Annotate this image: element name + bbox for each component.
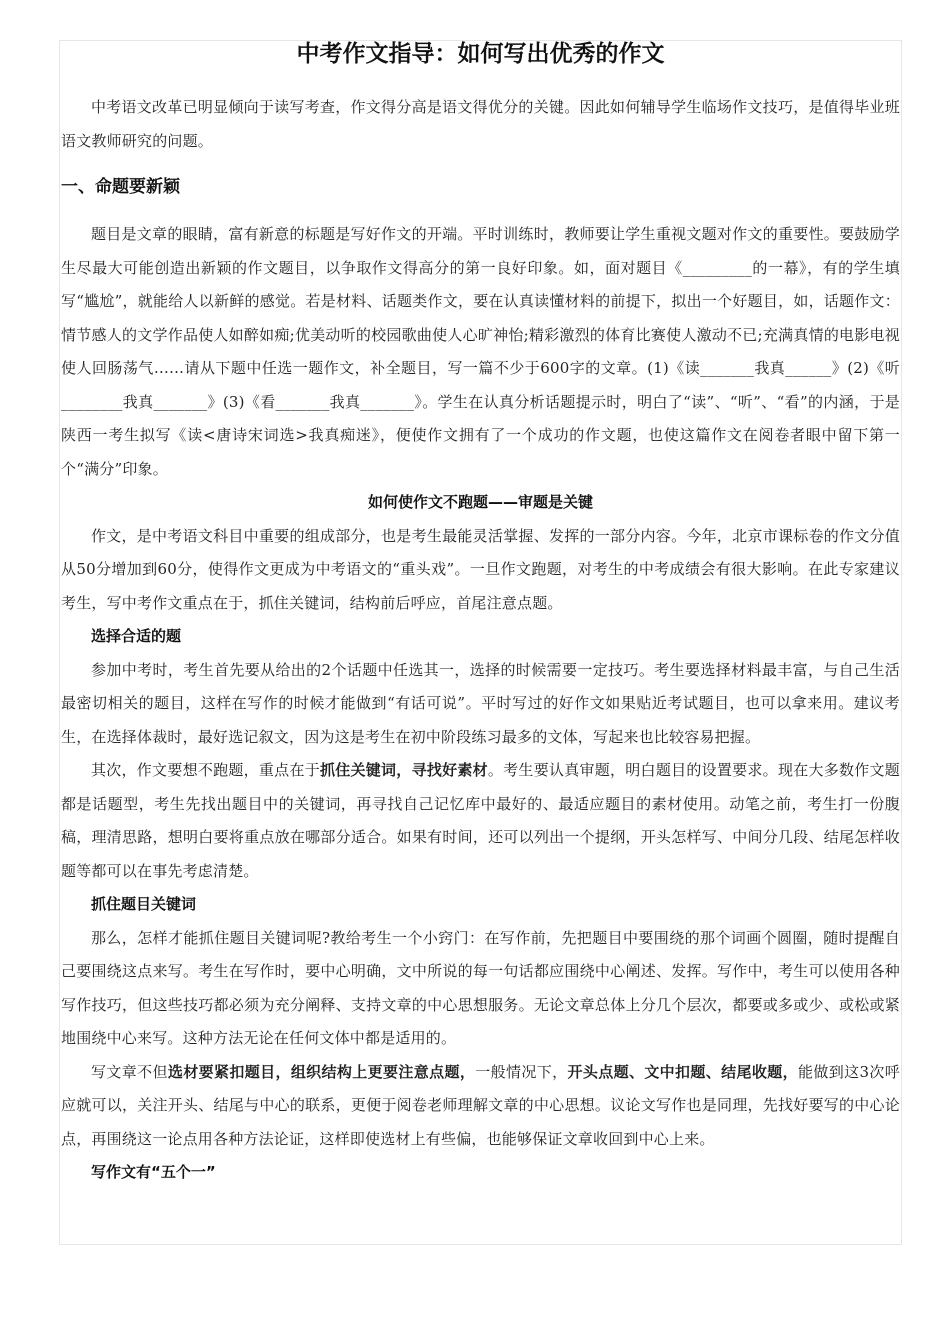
text-run: 。考生要认真审题，明白题目的设置要求。现在大多数作文题都是话题型，考生先找出题目中的关键词，再寻找自己记忆库中最好的、最适应题目的素材使用。动笔之前，考生打一份腹稿，理清思路，想明白要将重点放在哪部分适合。如果有时间，还可以列出一个提纲，开头怎样写、中间分几段、结尾怎样收题等都可以在事先考虑清楚。 — [61, 761, 900, 880]
section-heading-new-title: 一、命题要新颖 — [61, 177, 180, 197]
paragraph-grasp-keywords: 那么，怎样才能抓住题目关键词呢?教给考生一个小窍门：在写作前，先把题目中要围绕的那个词画个圆圈，随时提醒自己要围绕这点来写。考生在写作时，要中心明确，文中所说的每一句话都应围绕中心阐述、发挥。写作中，考生可以使用各种写作技巧，但这些技巧都必须为充分阐释、支持文章的中心思想服务。无论文章总体上分几个层次，都要或多或少、或松或紧地围绕中心来写。这种方法无论在任何文体中都是适用的。 — [61, 928, 900, 1047]
text-run: 其次，作文要想不跑题，重点在于 — [91, 761, 320, 779]
bold-text-run: 选材要紧扣题目，组织结构上更要注意点题， — [167, 1062, 476, 1081]
paragraph-title-creativity: 题目是文章的眼睛，富有新意的标题是写好作文的开端。平时训练时，教师要让学生重视文题对作文的重要性。要鼓励学生尽最大可能创造出新颖的作文题目，以争取作文得高分的第一良好印象。如，面对题目《_________的一幕》，有的学生填写“尴尬”，就能给人以新鲜的感觉。若是材料、话题类作文，要在认真读懂材料的前提下，拟出一个好题目，如，话题作文：情节感人的文学作品使人如醉如痴;优美动听的校园歌曲使人心旷神怡;精彩激烈的体育比赛使人激动不已;充满真情的电影电视使人回肠荡气……请从下题中任选一题作文，补全题目，写一篇不少于600字的文章。(1)《读_______我真______》(2)《听________我真_______》(3)《看_______我真_______》。学生在认真分析话题提示时，明白了“读”、“听”、“看”的内涵，于是陕西一考生拟写《读<唐诗宋词选>我真痴迷》，便使作文拥有了一个成功的作文题，也使这篇作文在阅卷者眼中留下第一个“满分”印象。 — [61, 225, 900, 478]
subheading-five-ones: 写作文有“五个一” — [91, 1163, 216, 1181]
bold-text-run: 抓住关键词，寻找好素材 — [319, 761, 488, 779]
subheading-choose-topic: 选择合适的题 — [91, 627, 182, 645]
text-run: 能做到这3次呼应就可以，关注开头、结尾与中心的联系，更便于阅卷老师理解文章的中心思想。议论文写作也是同理，先找好要写的中心论点，再围绕这一论点用各种方法论证，这样即使选材上有些偏，也能够保证文章收回到中心上来。 — [61, 1062, 900, 1148]
paragraph-keywords-materials — [61, 754, 900, 888]
subheading-grasp-keywords: 抓住题目关键词 — [91, 895, 197, 913]
intro-paragraph: 中考语文改革已明显倾向于读写考查，作文得分高是语文得优分的关键。因此如何辅导学生临场作文技巧，是值得毕业班语文教师研究的问题。 — [61, 98, 900, 150]
text-run: 一般情况下， — [475, 1062, 568, 1081]
text-run: 写文章不但 — [91, 1062, 168, 1081]
section-heading-off-topic: 如何使作文不跑题——审题是关键 — [367, 493, 593, 511]
bold-text-run: 开头点题、文中扣题、结尾收题， — [567, 1062, 799, 1081]
document-body — [60, 41, 901, 1190]
page-title: 中考作文指导：如何写出优秀的作文 — [296, 41, 665, 67]
paragraph-choose-topic: 参加中考时，考生首先要从给出的2个话题中任选其一，选择的时候需要一定技巧。考生要选择材料最丰富，与自己生活最密切相关的题目，这样在写作的时候才能做到“有话可说”。平时写过的好作文如果贴近考试题目，也可以拿来用。建议考生，在选择体裁时，最好选记叙文，因为这是考生在初中阶段练习最多的文体，写起来也比较容易把握。 — [61, 660, 900, 746]
document-page — [59, 40, 902, 1245]
paragraph-structure-echo — [61, 1056, 900, 1157]
paragraph-composition-importance: 作文，是中考语文科目中重要的组成部分，也是考生最能灵活掌握、发挥的一部分内容。今年，北京市课标卷的作文分值从50分增加到60分，使得作文更成为中考语文的“重头戏”。一旦作文跑题，对考生的中考成绩会有很大影响。在此专家建议考生，写中考作文重点在于，抓住关键词，结构前后呼应，首尾注意点题。 — [61, 526, 900, 612]
